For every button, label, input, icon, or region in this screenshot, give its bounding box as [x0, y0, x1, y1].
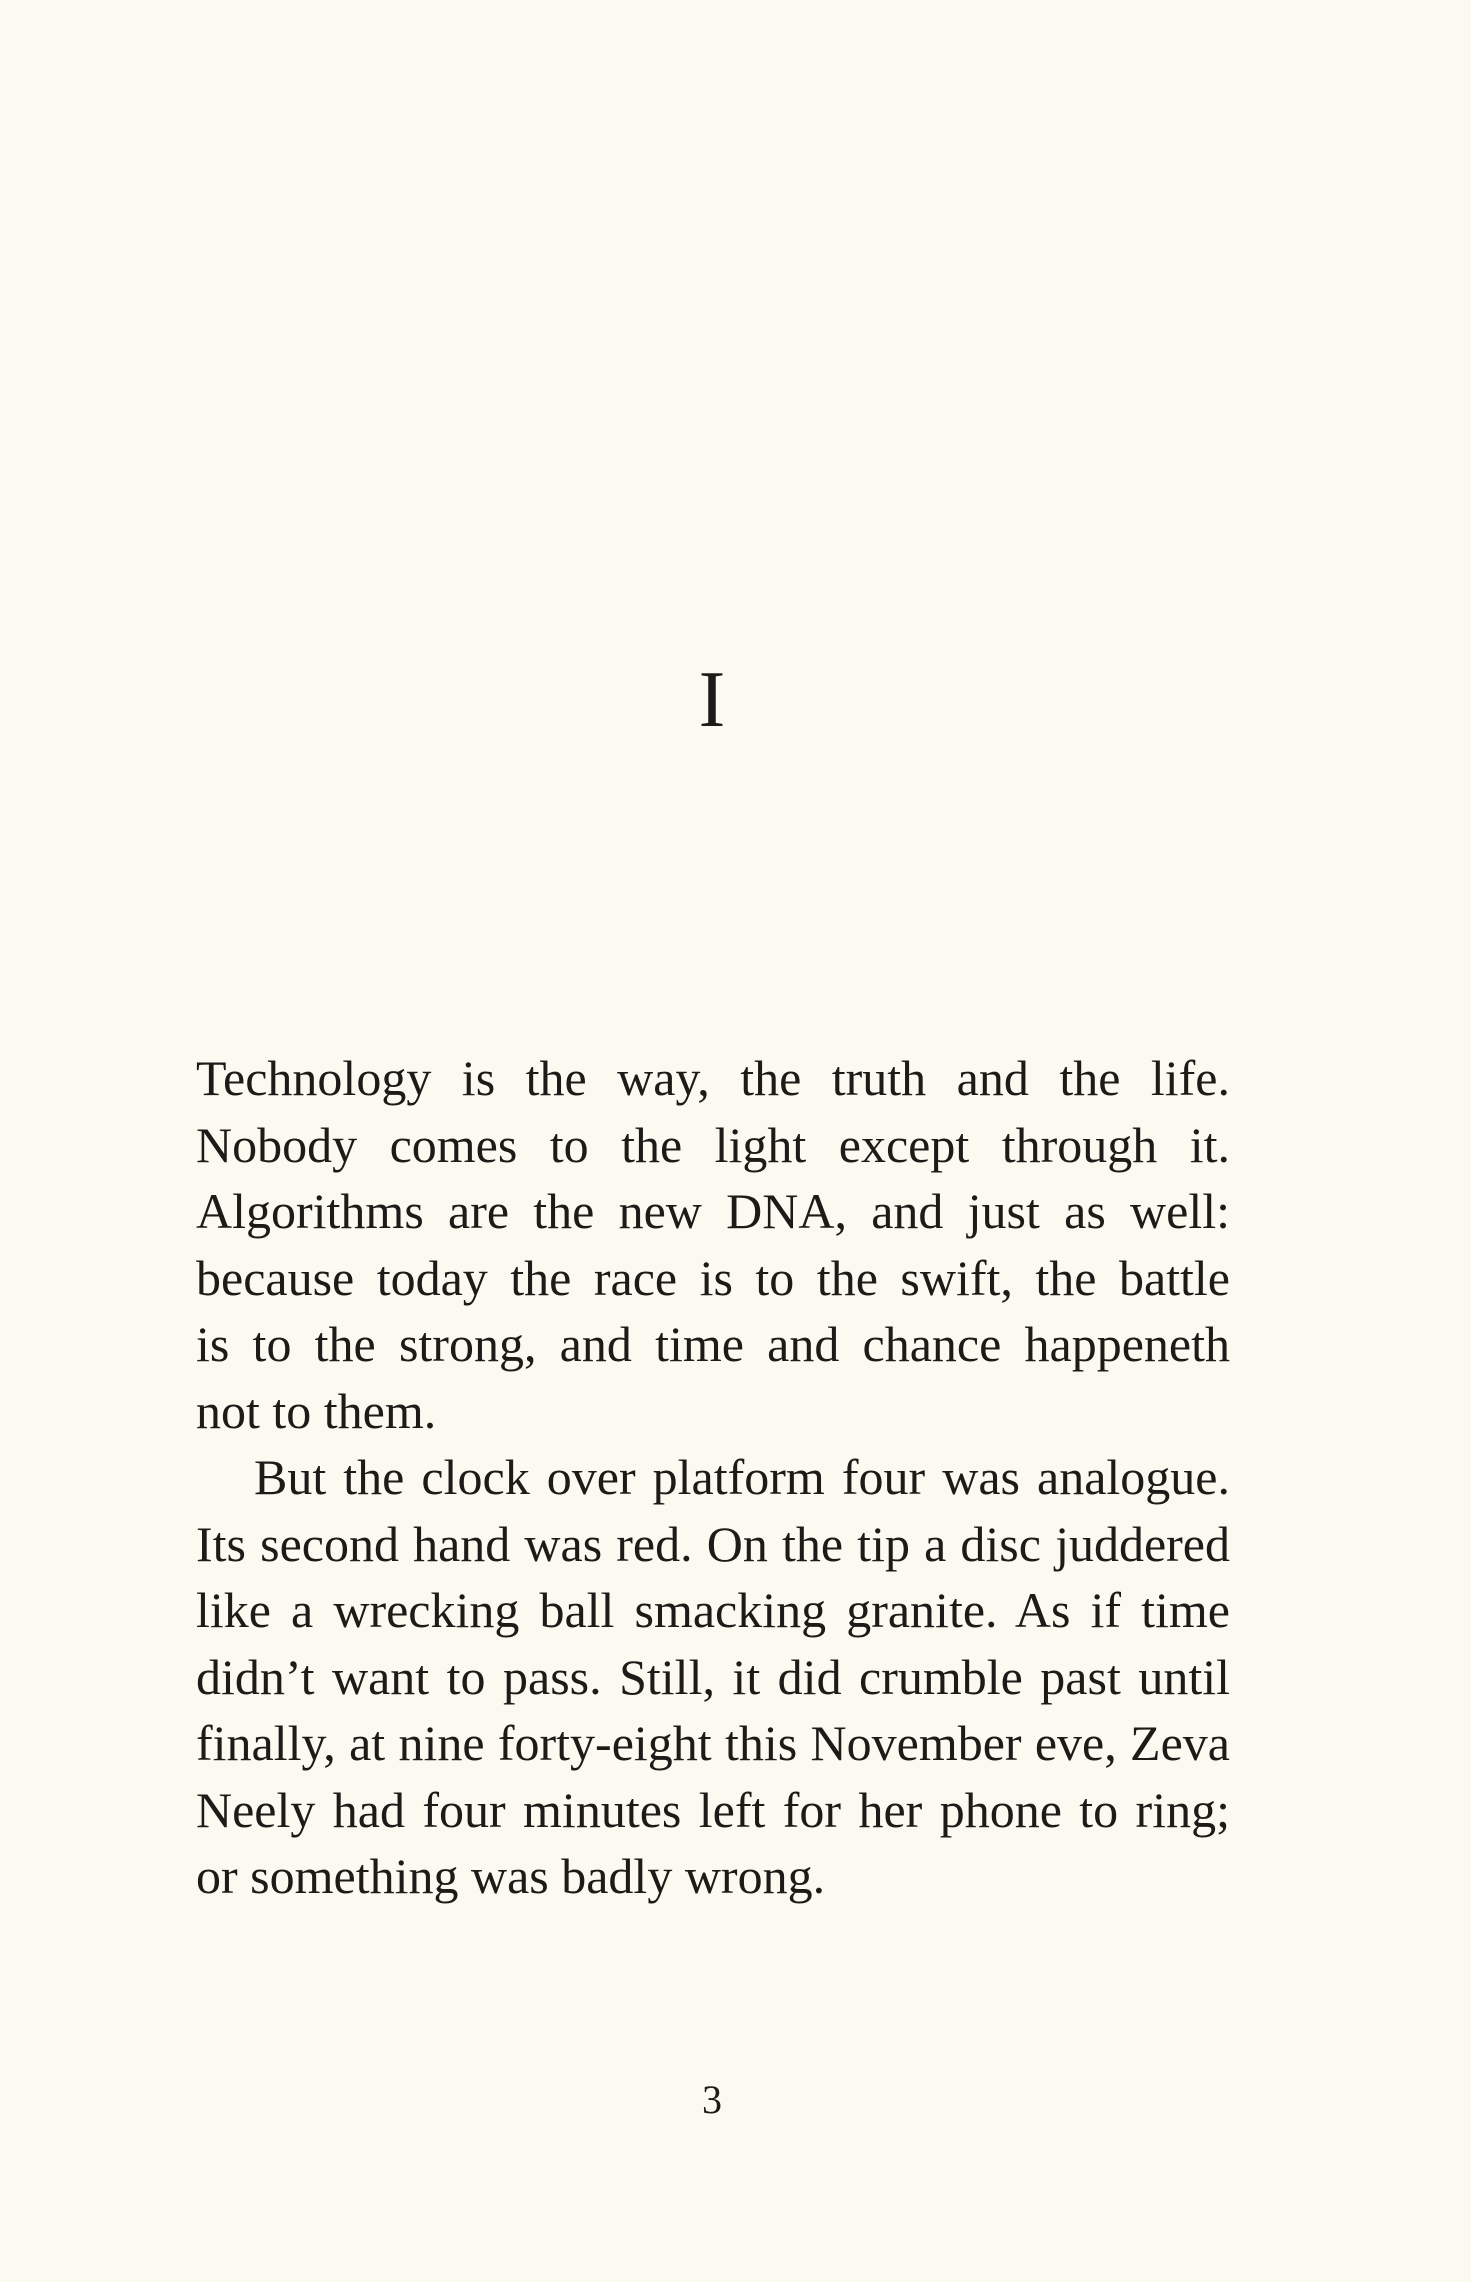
chapter-number: I: [698, 656, 726, 744]
text-line: Neely had four minutes left for her phone to ring;: [196, 1781, 1230, 1838]
text-line: not to them.: [196, 1382, 437, 1439]
text-line: or something was badly wrong.: [196, 1848, 826, 1904]
text-line: didn’t want to pass. Still, it did crumble past until: [196, 1648, 1230, 1705]
text-line: Its second hand was red. On the tip a disc juddered: [196, 1515, 1230, 1572]
text-line: But the clock over platform four was analogue.: [254, 1449, 1230, 1505]
text-line: Nobody comes to the light except through it.: [196, 1116, 1230, 1173]
text-line: Technology is the way, the truth and the life.: [196, 1050, 1230, 1106]
text-line: is to the strong, and time and chance happeneth: [196, 1316, 1230, 1372]
paragraph-2: [196, 1444, 1230, 1910]
paragraph-1: [196, 1045, 1230, 1444]
text-line: Algorithms are the new DNA, and just as well:: [196, 1183, 1230, 1239]
text-line: like a wrecking ball smacking granite. As if time: [196, 1582, 1230, 1638]
text-line: finally, at nine forty-eight this November eve, Zeva: [196, 1715, 1230, 1771]
page-number: 3: [702, 2077, 722, 2122]
text-line: because today the race is to the swift, the battle: [196, 1249, 1230, 1306]
body-text: [196, 1045, 1230, 1910]
